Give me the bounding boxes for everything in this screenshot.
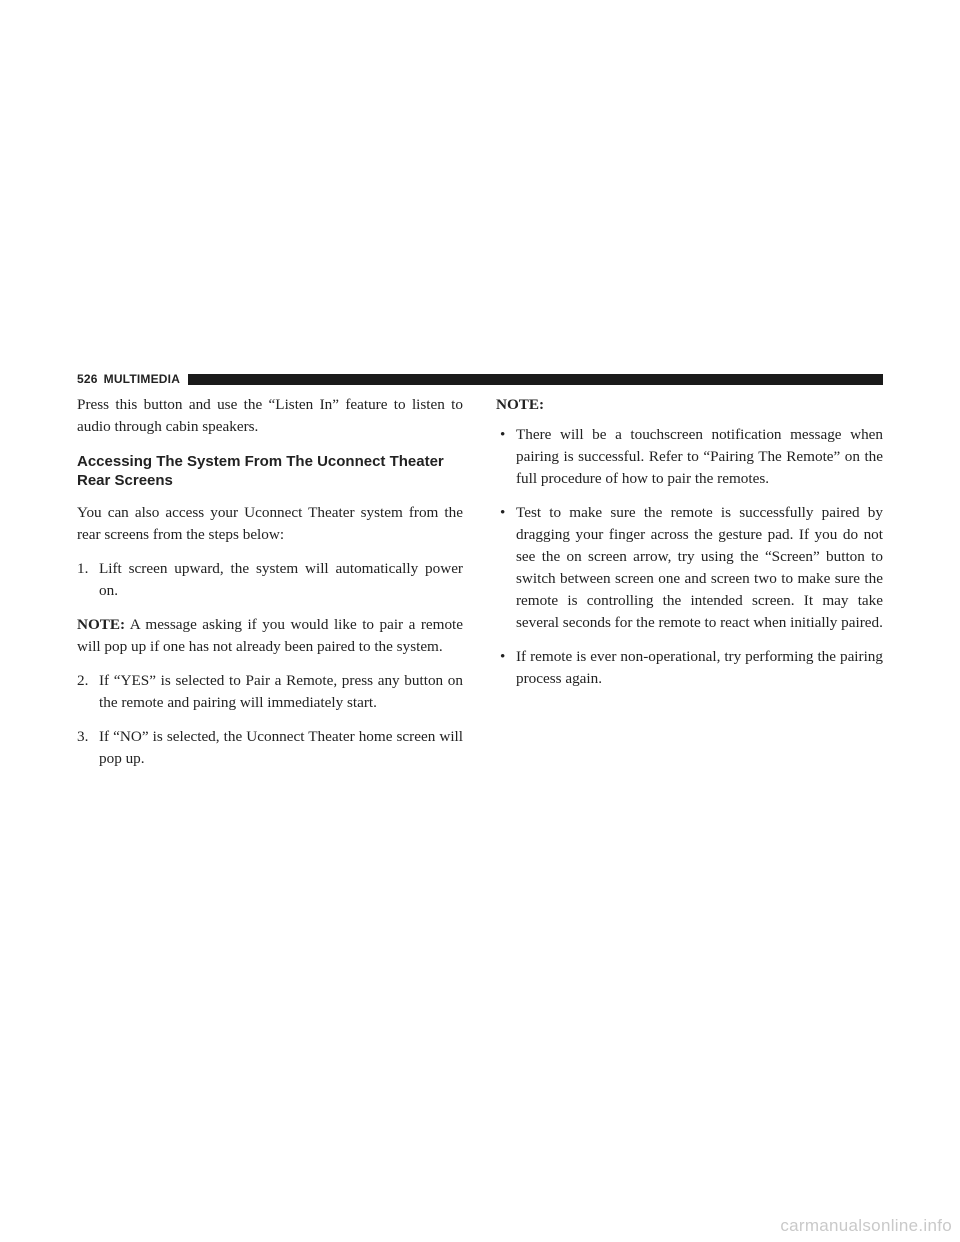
step-text: If “NO” is selected, the Uconnect Theater home screen will pop up.: [99, 728, 463, 767]
right-column: [496, 394, 883, 702]
step-item: [77, 670, 463, 714]
note-paragraph: [77, 614, 463, 658]
note-label: NOTE:: [77, 616, 126, 633]
bullet-text: There will be a touchscreen notification message when pairing is successful. Refer to “Pairing The Remote” on the full procedure of how to pair the remotes.: [516, 426, 883, 487]
bullet-item: [496, 502, 883, 634]
step-item: [77, 558, 463, 602]
bullet-icon: •: [500, 648, 506, 665]
intro-paragraph: Press this button and use the “Listen In” feature to listen to audio through cabin speakers.: [77, 396, 463, 435]
step-number: 2.: [77, 672, 89, 689]
bullet-text: If remote is ever non-operational, try performing the pairing process again.: [516, 648, 883, 687]
step-text: Lift screen upward, the system will automatically power on.: [99, 560, 463, 599]
step-item: [77, 726, 463, 770]
section-heading: Accessing The System From The Uconnect Theater Rear Screens: [77, 453, 444, 489]
access-paragraph: You can also access your Uconnect Theater system from the rear screens from the steps below:: [77, 504, 463, 543]
bullet-item: [496, 646, 883, 690]
page-number: 526: [77, 372, 98, 386]
bullet-item: [496, 424, 883, 490]
bullet-icon: •: [500, 504, 506, 521]
bullet-text: Test to make sure the remote is successfully paired by dragging your finger across the gesture pad. If you do not see the on screen arrow, try using the “Screen” button to switch between screen one and screen two to make sure the remote is controlling the intended screen. It may take several seconds for the remote to react when initially paired.: [516, 504, 883, 631]
step-number: 3.: [77, 728, 89, 745]
left-column: [77, 394, 463, 782]
note-heading: NOTE:: [496, 396, 545, 413]
page-header: [77, 372, 883, 386]
section-title: MULTIMEDIA: [103, 372, 181, 386]
bullet-icon: •: [500, 426, 506, 443]
step-number: 1.: [77, 560, 89, 577]
watermark: carmanualsonline.info: [780, 1216, 952, 1235]
step-text: If “YES” is selected to Pair a Remote, press any button on the remote and pairing will immediately start.: [99, 672, 463, 711]
note-text: A message asking if you would like to pair a remote will pop up if one has not already been paired to the system.: [77, 616, 463, 655]
header-rule: [188, 374, 883, 385]
